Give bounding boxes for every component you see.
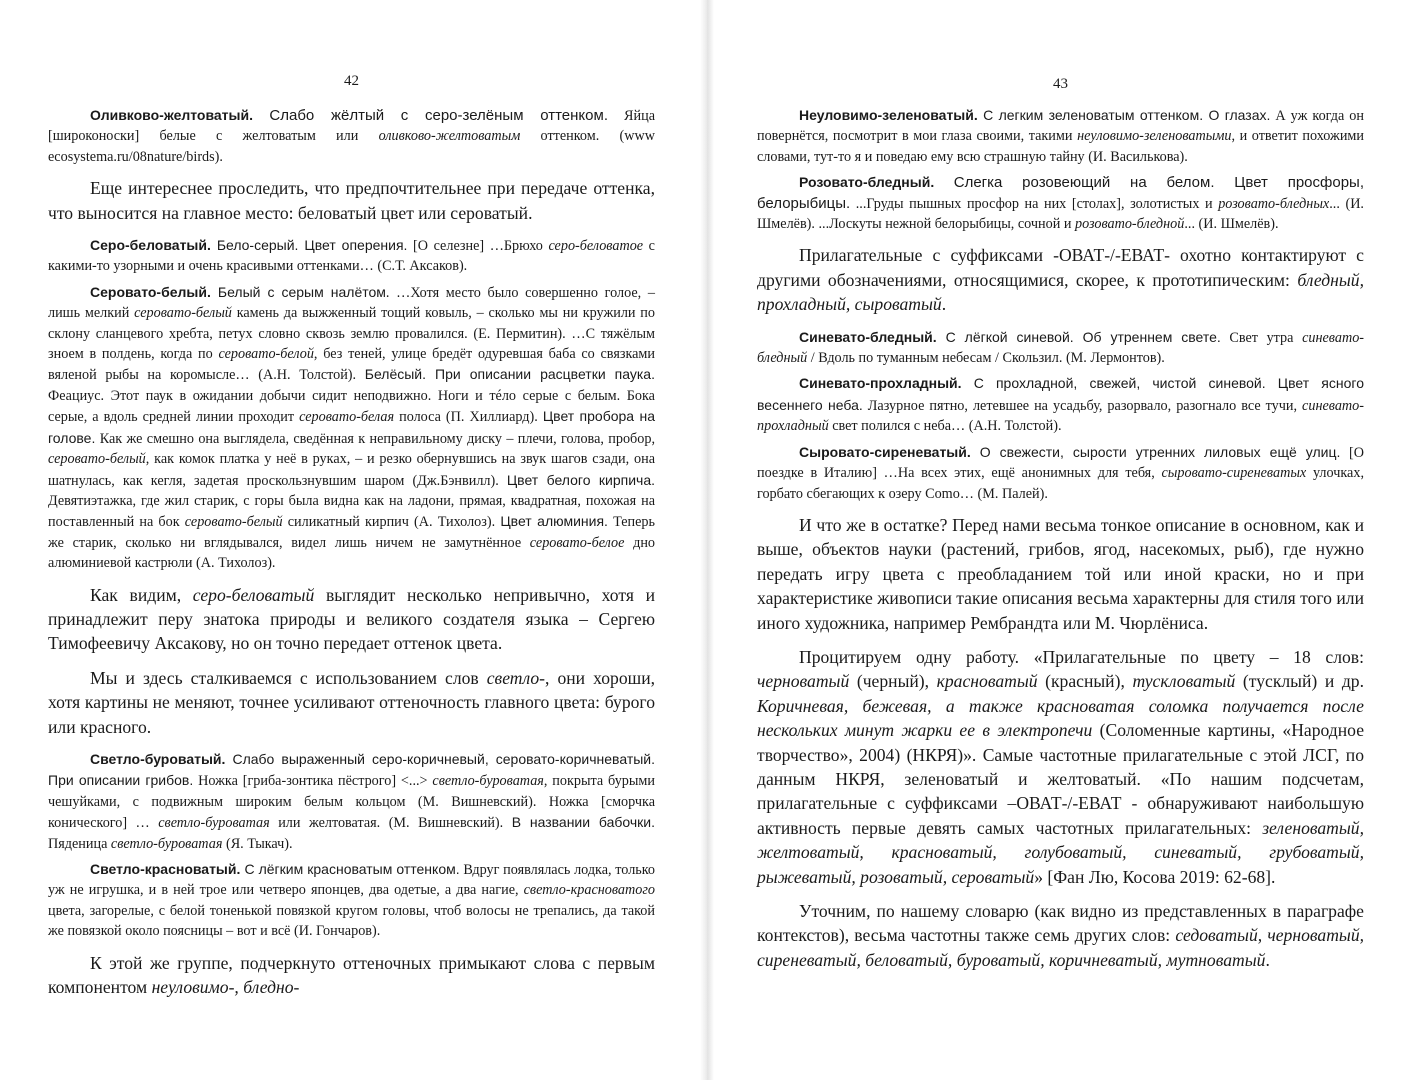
dictionary-entry: Синевато-прохладный. С прохладной, свежей, чистой синевой. Цвет ясного весеннего неба. Лазурное пятно, летевшее на усадьбу, разорвало, разогнало все тучи, синевато-прохладный свет полился с неба… (А.Н. Толстой). xyxy=(757,375,1364,435)
page-number: 43 xyxy=(1053,76,1068,92)
entry-headword: Синевато-прохладный xyxy=(799,375,958,392)
dictionary-entry: Серовато-белый. Белый с серым налётом. …Хотя место было совершенно голое, – лишь мелкий серовато-белый камень да выжженный тощий ковыль, – сколько мы ни кружили по склону сланцевого хребта, петух словно сквозь землю провалился. (Е. Пермитин). …С тяжёлым зноем в полдень, когда по серовато-белой, без теней, улице бредёт одуревшая баба со связками вяленой рыбы на коромысле… (А.Н. Толстой). Белёсый. При описании расцветки паука. Феациус. Этот паук в ожидании добычи сидит неподвижно. Ноги и тéло серые с белым. Бока серые, а вдоль средней линии проходит серовато-белая полоса (П. Хиллиард). Цвет пробора на голове. Как же смешно она выглядела, сведённая к неправильному диску – плечи, голова, пробор, серовато-белый, как комок платка у неё в руках, – и резко обернувшись на звук шагов сзади, она шатнулась, как кегля, задетая проскользнувшим шаром (Дж.Бэнвилл). Цвет белого кирпича. Девятиэтажка, где жил старик, с горы была видна как на ладони, прямая, квадратная, похожая на поставленный на бок серовато-белый силикатный кирпич (А. Тихолоз). Цвет алюминия. Теперь же старик, сколько ни вглядывался, видел лишь ничем не замутнённое серовато-белое дно алюминиевой кастрюли (А. Тихолоз). xyxy=(48,283,656,572)
book-spine-gutter xyxy=(700,0,714,1080)
body-paragraph: Еще интереснее проследить, что предпочтительнее при передаче оттенка, что выносится на главное место: беловатый цвет или сероватый. xyxy=(48,178,655,223)
dictionary-entry: Розовато-бледный. Слегка розовеющий на белом. Цвет просфоры, белорыбицы. ...Груды пышных просфор на них [столах], золотистых и розовато-бледных... (И. Шмелёв). ...Лоскуты нежной белорыбицы, сочной и розовато-бледной... (И. Шмелёв). xyxy=(757,174,1364,233)
body-paragraph: Прилагательные с суффиксами -ОВАТ-/-ЕВАТ- охотно контактируют с другими обозначениями, относящимися, скорее, к прототипическим: бледный, прохладный, сыроватый. xyxy=(757,245,1364,315)
entry-definition: С легким зеленоватым оттенком. О глазах. xyxy=(983,107,1271,123)
dictionary-entry: Неуловимо-зеленоватый. С легким зеленоватым оттенком. О глазах. А уж когда он повернётся, посмотрит в мои глаза своими, такими неуловимо-зеленоватыми, и ответит похожими словами, тут-то я и поведаю ему всю страшную тайну (И. Василькова). xyxy=(757,107,1364,165)
body-paragraph: Процитируем одну работу. «Прилагательные по цвету – 18 слов: черноватый (черный), красноватый (красный), тускловатый (тусклый) и др. Коричневая, бежевая, а также красноватая соломка получается после нескольких минут жарки ее в электропечи (Соломенные картины, «Народное творчество», 2004) (НКРЯ)». Самые частотные прилагательные с этой ЛСГ, по данным НКРЯ, зеленоватый и желтоватый. «По нашим подсчетам, прилагательные с суффиксами –ОВАТ-/-ЕВАТ - обнаруживают наибольшую активность первые девять самых частотных прилагательных: зеленоватый, желтоватый, красноватый, голубоватый, синеватый, грубоватый, рыжеватый, розоватый, сероватый» [Фан Лю, Косова 2019: 62-68]. xyxy=(757,646,1364,887)
entry-headword: Синевато-бледный xyxy=(799,328,933,345)
entry-definition: Слабо жёлтый с серо-зелёным оттенком. xyxy=(269,107,608,124)
body-paragraph: К этой же группе, подчеркнуто оттеночных примыкают слова с первым компонентом неуловимо-, бледно- xyxy=(48,952,655,998)
entry-headword: Серовато-белый xyxy=(90,283,207,300)
body-paragraph: И что же в остатке? Перед нами весьма тонкое описание в основном, как и выше, объектов науки (растений, грибов, ягод, насекомых, рыб), где нужно передать игру цвета с преобладанием той или иной краски, но и при характеристике живописи такие описания весьма характерны для стиля того или иного художника, например Рембрандта или М. Чюрлёниса. xyxy=(757,514,1364,633)
body-paragraph: Как видим, серо-беловатый выглядит несколько непривычно, хотя и принадлежит перу знатока природы и великого создателя языка – Сергею Тимофеевичу Аксакову, но он точно передает оттенок цвета. xyxy=(48,584,655,654)
entry-definition: Бело-серый. Цвет оперения. xyxy=(216,237,408,254)
entry-definition: Слегка розовеющий на белом. Цвет просфоры, белорыбицы. xyxy=(757,174,1364,212)
left-page xyxy=(0,0,700,1080)
entry-definition: О свежести, сырости утренних лиловых ещё улиц. xyxy=(979,443,1341,460)
dictionary-entry: Сыровато-сиреневатый. О свежести, сырости утренних лиловых ещё улиц. [О поездке в Италию] …На всех этих, ещё анонимных для тебя, сыровато-сиреневатых улочках, горбато сбегающих к озеру Como… (М. Палей). xyxy=(757,443,1364,502)
entry-definition: Слабо выраженный серо-коричневый, серовато-коричневатый. При описании грибов. xyxy=(48,750,656,789)
dictionary-entry: Синевато-бледный. С лёгкой синевой. Об утреннем свете. Свет утра синевато-бледный / Вдоль по туманным небесам / Скользил. (М. Лермонтов). xyxy=(757,328,1365,367)
dictionary-entry: Светло-красноватый. С лёгким красноватым оттенком. Вдруг появлялась лодка, только уж не игрушка, и в ней трое или четверо японцев, два одетые, а два нагие, светло-красноватого цвета, загорелые, с белой тоненькой повязкой кругом головы, чтоб волосы не трепались, да такой же повязкой около поясницы – вот и всё (И. Гончаров). xyxy=(48,861,656,940)
entry-definition: С прохладной, свежей, чистой синевой. Цвет ясного весеннего неба. xyxy=(757,375,1364,413)
entry-definition: Белый с серым налётом xyxy=(217,283,386,300)
body-paragraph: Уточним, по нашему словарю (как видно из представленных в параграфе контекстов), весьма частотны также семь других слов: седоватый, черноватый, сиреневатый, беловатый, буроватый, коричневатый, мутноватый. xyxy=(757,901,1365,970)
entry-headword: Серо-беловатый xyxy=(90,237,207,254)
dictionary-entry: Светло-буроватый. Слабо выраженный серо-коричневый, серовато-коричневатый. При описании грибов. Ножка [гриба-зонтика пёстрого] <...> светло-буроватая, покрыта бурыми чешуйками, с подвижным широким белым кольцом (М. Вишневский). Ножка [сморчка конического] … светло-буроватая или желтоватая. (М. Вишневский). В названии бабочки. Пяденица светло-буроватая (Я. Тыкач). xyxy=(48,750,656,852)
entry-definition: С лёгкой синевой. Об утреннем свете. xyxy=(945,328,1221,345)
page-number: 42 xyxy=(344,73,359,89)
entry-headword: Светло-красноватый xyxy=(90,861,237,877)
dictionary-entry: Оливково-желтоватый. Слабо жёлтый с серо-зелёным оттенком. Яйца [широконоски] белые с желтоватым или оливково-желтоватым оттенком. (www ecosystema.ru/08nature/birds). xyxy=(48,107,655,165)
dictionary-entry: Серо-беловатый. Бело-серый. Цвет оперения. [О селезне] …Брюхо серо-беловатое с какими-то узорными и очень красивыми оттенками… (С.Т. Аксаков). xyxy=(48,237,655,275)
body-paragraph: Мы и здесь сталкиваемся с использованием слов светло-, они хороши, хотя картины не меняют, точнее усиливают оттеночность главного цвета: бурого или красного. xyxy=(48,667,656,737)
right-page xyxy=(714,0,1419,1080)
entry-headword: Розовато-бледный xyxy=(799,174,931,191)
entry-definition: С лёгким красноватым оттенком. xyxy=(244,861,460,877)
entry-headword: Неуловимо-зеленоватый xyxy=(799,107,974,123)
entry-headword: Оливково-желтоватый xyxy=(90,107,250,123)
entry-headword: Сыровато-сиреневатый xyxy=(799,443,967,460)
entry-headword: Светло-буроватый xyxy=(90,750,222,767)
